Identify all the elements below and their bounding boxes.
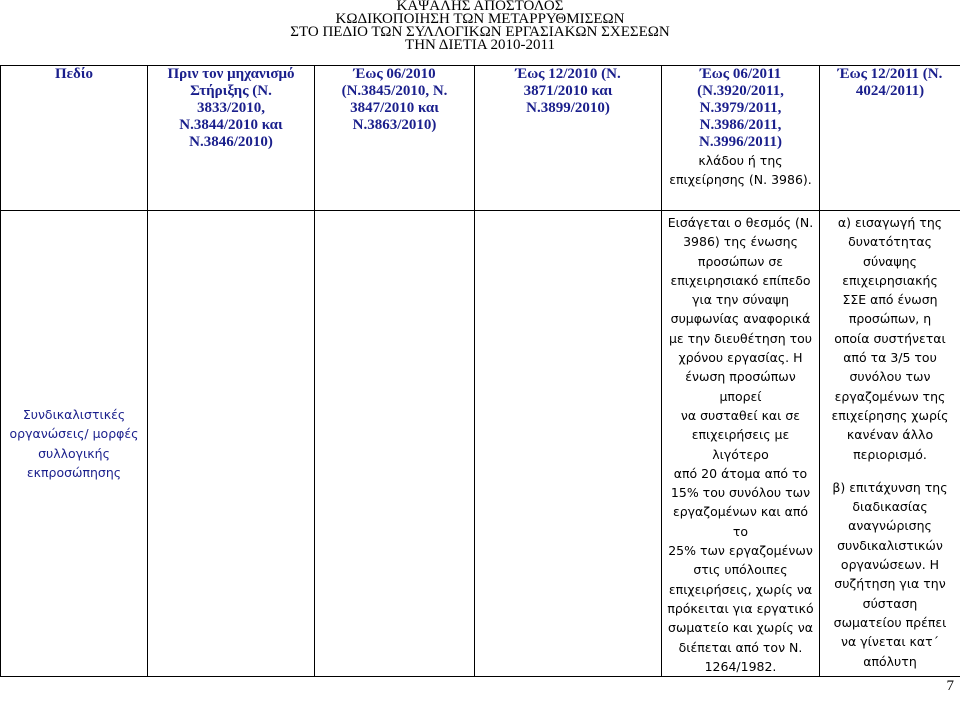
text-line: 3847/2010 και <box>350 100 439 116</box>
text-line: Ν.3846/2010) <box>189 134 273 150</box>
col-header-before <box>148 66 315 211</box>
text-line: συνόλου των <box>849 369 931 385</box>
text-line: επιχειρήσεις με λιγότερο <box>691 427 790 462</box>
text-line: ένωση προσώπων μπορεί <box>685 369 796 404</box>
text-line: 4024/2011) <box>855 83 925 99</box>
text-line: επιχειρησιακής <box>842 272 938 288</box>
text-line: 3986) της ένωσης <box>683 234 798 250</box>
text-line: (Ν.3845/2010, Ν. <box>341 83 448 99</box>
text-line: Ν.3979/2011, <box>699 100 782 116</box>
document-header <box>0 0 960 52</box>
doc-title-line: ΣΤΟ ΠΕΔΙΟ ΤΩΝ ΣΥΛΛΟΓΙΚΩΝ ΕΡΓΑΣΙΑΚΩΝ ΣΧΕΣΕΩΝ <box>290 24 670 40</box>
text-line: Έως 06/2010 <box>353 66 436 82</box>
col-header-jun-2010 <box>315 66 475 211</box>
text-line: από τα 3/5 του <box>843 350 937 366</box>
text-line: Έως 12/2010 (Ν. <box>515 66 621 82</box>
text-line: Εισάγεται ο θεσμός (Ν. <box>667 215 814 230</box>
text-line: διέπεται από τον Ν. <box>678 639 803 655</box>
doc-title-line: ΤΗΝ ΔΙΕΤΙΑ 2010-2011 <box>405 37 555 53</box>
text-line: Ν.3899/2010) <box>526 100 610 116</box>
text-line: σύναψης <box>863 253 917 269</box>
text-line: β) επιτάχυνση της <box>832 479 948 495</box>
text-line: επιχειρησιακό επίπεδο <box>670 272 811 288</box>
text-line: αναγνώρισης <box>848 518 932 534</box>
text-line: συζήτηση για την <box>834 576 946 592</box>
text-line: 1264/1982. <box>704 658 777 674</box>
text-line: να συσταθεί και σε <box>680 407 801 423</box>
text-line: συνδικαλιστικών <box>837 537 943 553</box>
text-line: σωματείο και χωρίς να <box>668 620 813 636</box>
text-line: απόλυτη <box>863 653 917 669</box>
text-line: επιχειρήσεις, χωρίς να <box>668 581 813 597</box>
text-line: από 20 άτομα από το <box>673 465 808 481</box>
text-line: συλλογικής <box>38 445 110 461</box>
field-cell <box>1 211 148 677</box>
text-line: 15% του συνόλου των <box>670 485 811 501</box>
empty-cell <box>475 211 662 677</box>
text-line: 3833/2010, <box>197 100 265 116</box>
text-line: επιχείρησης (Ν. 3986). <box>669 172 812 188</box>
text-line: κανέναν άλλο <box>846 427 934 443</box>
text-line: Ν.3996/2011) <box>699 134 782 150</box>
dec-2011-cell <box>820 211 960 677</box>
text-line: εργαζομένων και από το <box>672 504 809 539</box>
text-line: ΣΣΕ από ένωση <box>842 292 938 308</box>
text-line: οργανώσεις/ μορφές <box>9 426 139 442</box>
text-line: επιχείρησης χωρίς <box>831 407 949 423</box>
text-line: σωματείου πρέπει <box>833 614 947 630</box>
text-line: 25% των εργαζομένων <box>668 543 813 559</box>
text-line: συμφωνίας αναφορικά <box>670 311 811 327</box>
table-row <box>1 211 960 677</box>
text-line: προσώπων, η <box>848 311 932 327</box>
text-line: Συνδικαλιστικές <box>22 406 126 422</box>
text-line: οποία συστήνεται <box>834 330 946 346</box>
text-line: εκπροσώπησης <box>26 464 122 480</box>
jun-2011-cell <box>662 211 820 677</box>
text-line: κλάδου ή της <box>698 153 783 168</box>
text-line: α) εισαγωγή της <box>837 215 943 230</box>
text-line: Έως 06/2011 <box>699 66 782 82</box>
text-line: πρόκειται για εργατικό <box>667 600 814 616</box>
reforms-table <box>0 65 960 677</box>
text-line: εργαζομένων της <box>834 388 946 404</box>
text-line: χρόνου εργασίας. Η <box>678 350 803 366</box>
page-number: 7 <box>946 678 954 694</box>
text-line: να γίνεται κατ΄ <box>841 634 939 650</box>
text-line: για την σύναψη <box>692 292 789 308</box>
text-line: Έως 12/2011 (Ν. <box>837 66 943 82</box>
text-line: στις υπόλοιπες <box>693 562 788 578</box>
text-line: σύσταση <box>862 595 918 611</box>
text-line: Πεδίο <box>54 66 93 82</box>
text-line: 3871/2010 και <box>523 83 613 99</box>
text-line: Στήριξης (Ν. <box>190 83 272 99</box>
text-line: Ν.3986/2011, <box>699 117 782 133</box>
text-line: Πριν τον μηχανισμό <box>167 66 295 82</box>
table-header-row <box>1 66 960 211</box>
author-name: ΚΑΨΑΛΗΣ ΑΠΟΣΤΟΛΟΣ <box>396 0 564 14</box>
doc-title-line: ΚΩΔΙΚΟΠΟΙΗΣΗ ΤΩΝ ΜΕΤΑΡΡΥΘΜΙΣΕΩΝ <box>335 11 625 27</box>
text-line: οργανώσεων. Η <box>840 557 940 573</box>
text-line: με την διευθέτηση του <box>668 330 813 346</box>
text-line: διαδικασίας <box>852 499 928 515</box>
empty-cell <box>148 211 315 677</box>
text-line: Ν.3863/2010) <box>352 117 437 133</box>
col-header-dec-2010 <box>475 66 662 211</box>
empty-cell <box>315 211 475 677</box>
col-header-field <box>1 66 148 211</box>
text-line: (Ν.3920/2011, <box>697 83 784 99</box>
text-line: περιορισμό. <box>853 446 927 462</box>
col-header-jun-2011 <box>662 66 820 211</box>
text-line: δυνατότητας <box>848 234 932 250</box>
text-line: προσώπων σε <box>697 253 784 269</box>
col-header-dec-2011 <box>820 66 960 211</box>
text-line: Ν.3844/2010 και <box>179 117 283 133</box>
